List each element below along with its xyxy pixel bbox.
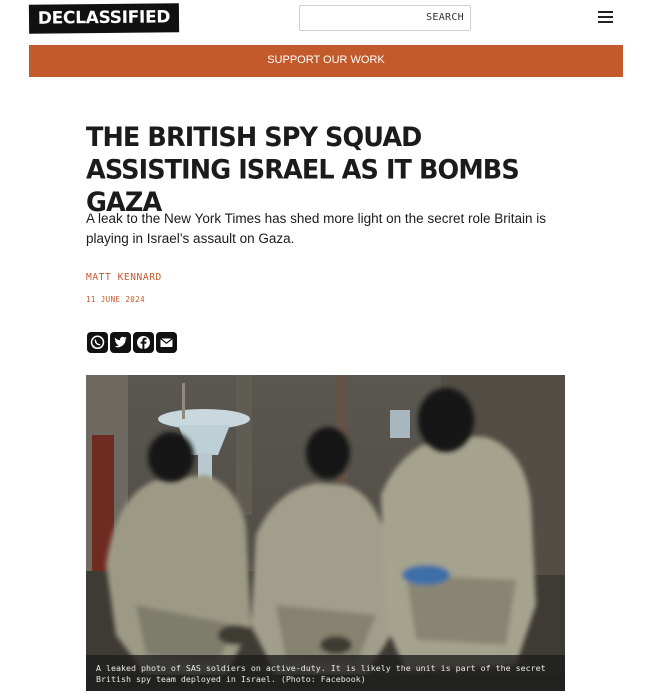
article-standfirst: A leak to the New York Times has shed more light on the secret role Britain is playing in Israel’s assault on Gaza. xyxy=(86,211,546,246)
publish-date: 11 JUNE 2024 xyxy=(86,295,145,304)
search-box xyxy=(299,5,471,31)
search-input[interactable] xyxy=(302,8,416,30)
search-button[interactable]: SEARCH xyxy=(426,12,464,23)
hamburger-menu-icon[interactable] xyxy=(598,9,616,23)
whatsapp-icon[interactable] xyxy=(87,332,108,353)
author-link[interactable]: MATT KENNARD xyxy=(86,272,162,283)
twitter-icon[interactable] xyxy=(110,332,131,353)
email-icon[interactable] xyxy=(156,332,177,353)
article-title: THE BRITISH SPY SQUAD ASSISTING ISRAEL AS IT BOMBS GAZA xyxy=(86,122,519,219)
soldiers-photo-illustration xyxy=(86,375,565,691)
article-photo xyxy=(86,375,565,691)
support-our-work-button[interactable]: SUPPORT OUR WORK xyxy=(29,45,623,77)
site-logo[interactable]: DECLASSIFIED xyxy=(29,3,179,34)
photo-caption: A leaked photo of SAS soldiers on active-duty. It is likely the unit is part of the secret British spy team deployed in Israel. (Photo: Facebook) xyxy=(86,655,565,691)
facebook-icon[interactable] xyxy=(133,332,154,353)
